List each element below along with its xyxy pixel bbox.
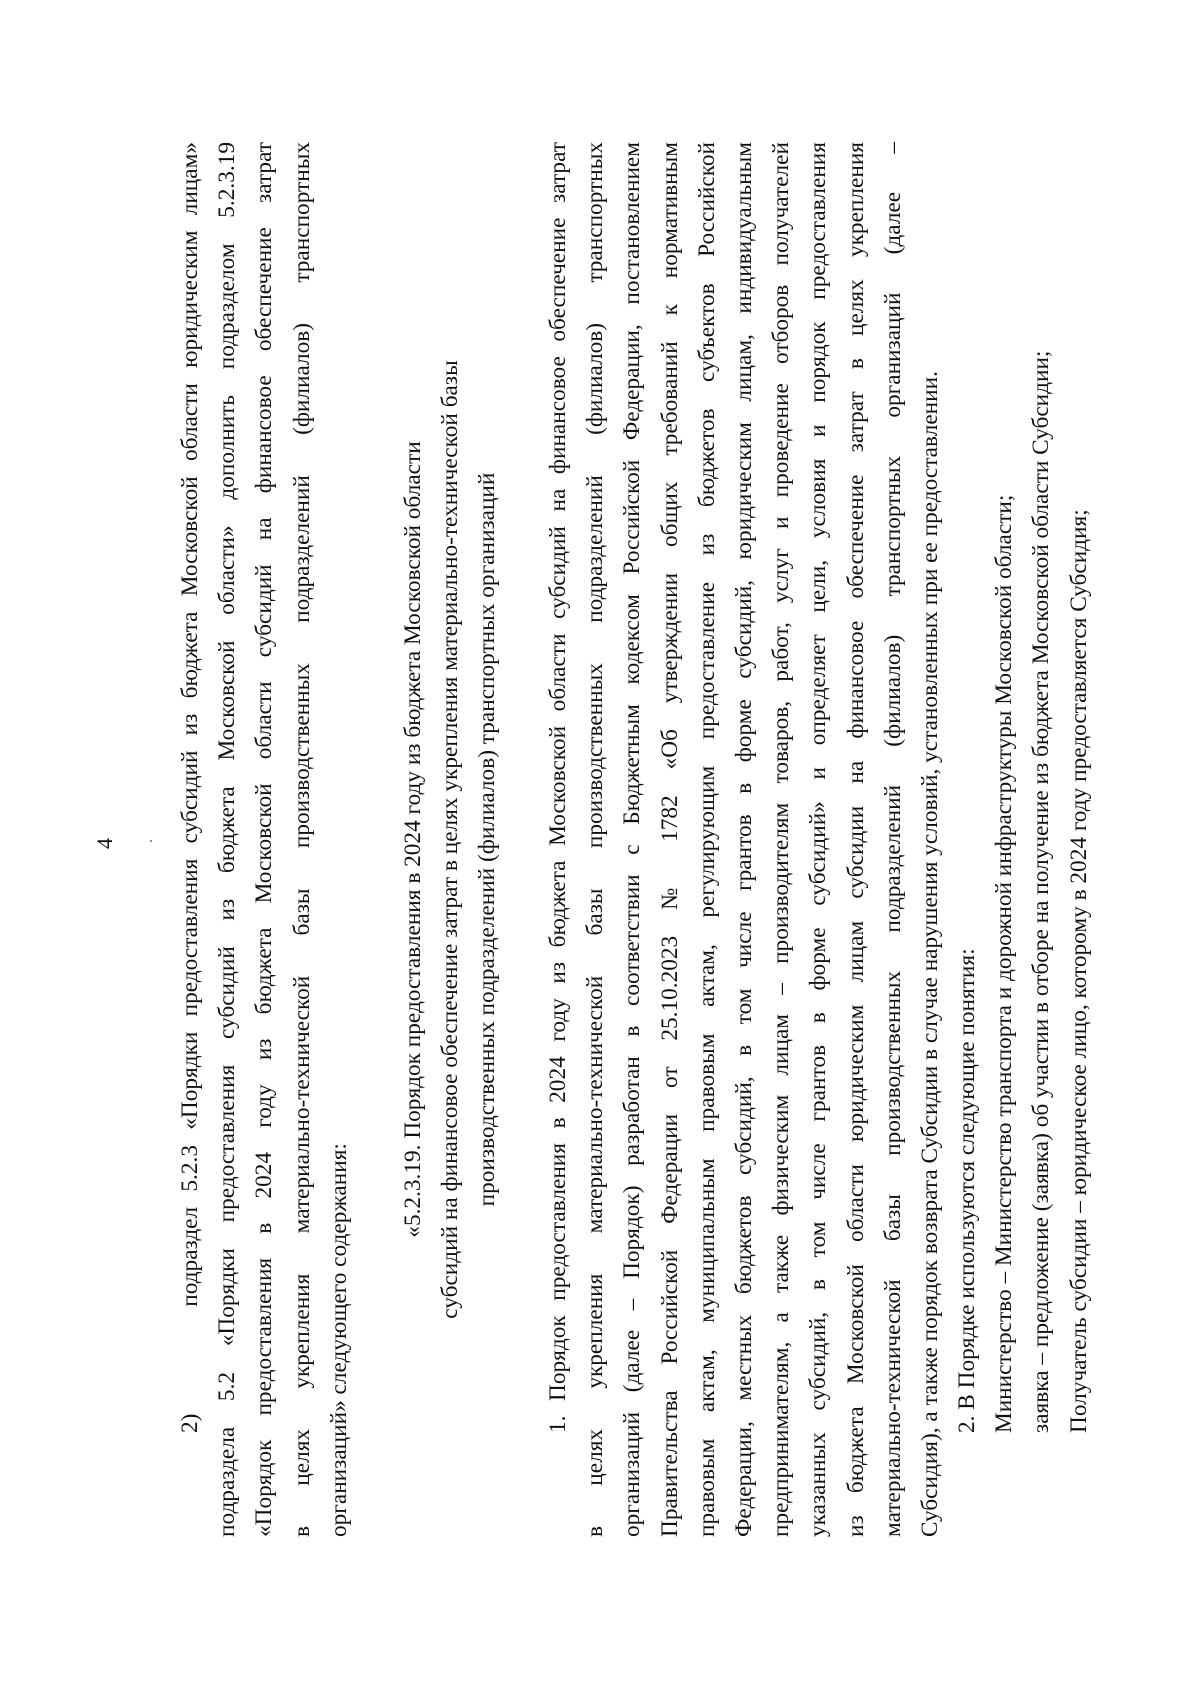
- text-line: из бюджета Московской области юридическим лицам субсидии на финансовое обеспечение затрат в целях укрепления: [842, 142, 869, 1537]
- text-line: предпринимателям, а также физическим лицам – производителям товаров, работ, услуг и проведение отборов получателей: [768, 142, 795, 1537]
- heading-line: «5.2.3.19. Порядок предоставления в 2024 году из бюджета Московской области: [400, 441, 426, 1238]
- definitions-intro: 2. В Порядке используются следующие понятия:: [954, 948, 981, 1433]
- section-heading: [395, 142, 507, 1537]
- text-line: 2) подраздел 5.2.3 «Порядки предоставления субсидий из бюджета Московской области юридическим лицам»: [177, 142, 203, 1433]
- amendment-paragraph: [172, 142, 358, 1537]
- text-line: подраздела 5.2 «Порядки предоставления субсидий из бюджета Московской области» дополнить подразделом 5.2.3.19: [214, 142, 241, 1537]
- text-line: правовым актам, муниципальным правовым актам, регулирующим предоставление из бюджетов субъектов Российской: [693, 142, 720, 1537]
- text-line: материально-технической базы производственных подразделений (филиалов) транспортных организаций (далее –: [879, 142, 906, 1537]
- text-line: в целях укрепления материально-технической базы производственных подразделений (филиалов) транспортных: [288, 142, 315, 1537]
- text-line: в целях укрепления материально-технической базы производственных подразделений (филиалов) транспортных: [582, 142, 609, 1537]
- page-number: 4: [92, 838, 117, 849]
- heading-line: субсидий на финансовое обеспечение затрат в целях укрепления материально-технической базы: [437, 360, 464, 1319]
- text-line: указанных субсидий, в том числе грантов в форме субсидий» и определяет цели, условия и порядок предоставления: [805, 142, 832, 1537]
- text-line: Правительства Российской Федерации от 25.10.2023 № 1782 «Об утверждении общих требований к нормативным: [656, 142, 683, 1537]
- text-line: Федерации, местных бюджетов субсидий, в том числе грантов в форме субсидий, юридическим лицам, индивидуальным: [730, 142, 757, 1537]
- text-line: Субсидия), а также порядок возврата Субсидии в случае нарушения условий, установленных при ее предоставлении.: [916, 371, 943, 1537]
- definition-item: заявка – предложение (заявка) об участии в отборе на получение из бюджета Московской области Субсидии;: [1028, 350, 1055, 1433]
- text-line: «Порядок предоставления в 2024 году из бюджета Московской области субсидий на финансовое обеспечение затрат: [251, 142, 278, 1537]
- text-line: организаций (далее – Порядок) разработан в соответствии с Бюджетным кодексом Российской Федерации, постановлением: [619, 142, 646, 1537]
- definition-item: Министерство – Министерство транспорта и дорожной инфраструктуры Московской области;: [991, 494, 1018, 1433]
- heading-line: производственных подразделений (филиалов) транспортных организаций: [474, 472, 501, 1207]
- definition-item: Получатель субсидии – юридическое лицо, которому в 2024 году предоставляется Субсидия;: [1065, 509, 1092, 1433]
- scan-speck: [150, 840, 152, 842]
- text-line: организаций» следующего содержания:: [325, 1143, 352, 1537]
- procedure-paragraph: [540, 142, 1098, 1537]
- text-line: 1. Порядок предоставления в 2024 году из бюджета Московской области субсидий на финансовое обеспечение затрат: [545, 142, 571, 1433]
